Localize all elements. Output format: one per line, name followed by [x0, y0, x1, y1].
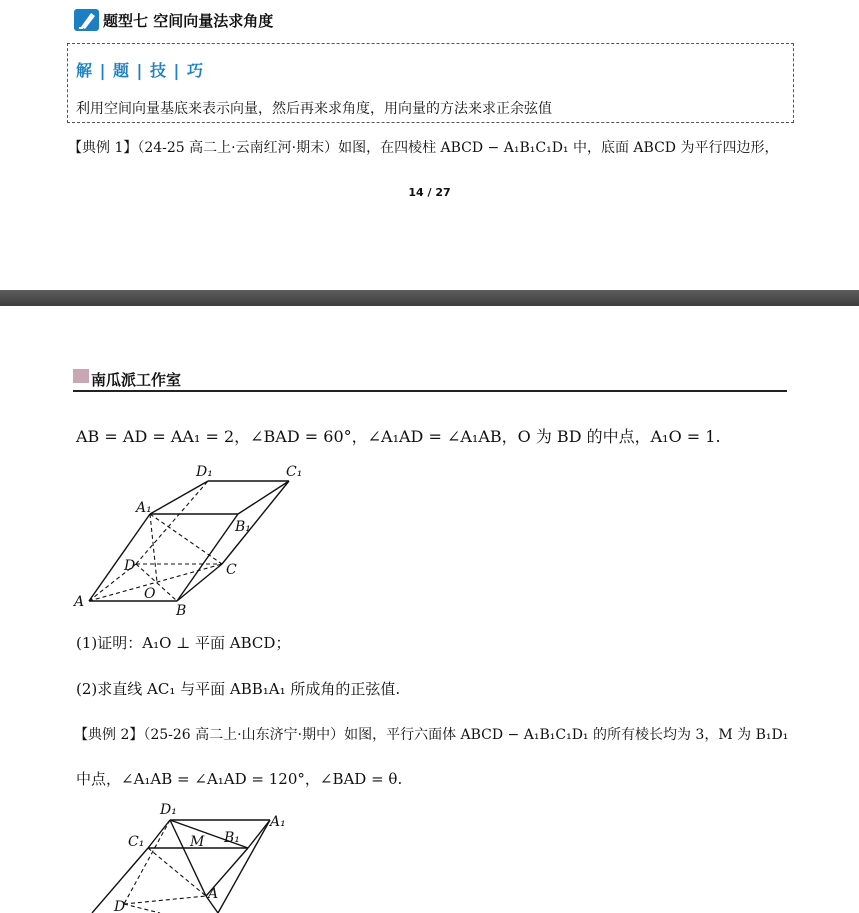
edge-A1D1	[150, 481, 208, 514]
tips-heading: 解 | 题 | 技 | 巧	[76, 61, 204, 80]
edge-B1C1	[238, 481, 289, 514]
edge-D1D	[124, 820, 170, 904]
section-logo-icon	[73, 7, 101, 33]
segment-A1O	[150, 514, 157, 582]
label-C: C	[226, 562, 237, 578]
segment-A1C	[150, 514, 222, 564]
header-title: 南瓜派工作室	[91, 371, 182, 389]
page-14	[0, 0, 859, 290]
edge-DA	[124, 896, 206, 904]
diag-AC	[89, 564, 222, 601]
label-D1: D₁	[196, 464, 213, 480]
example2-conditions: 中点，∠A₁AB = ∠A₁AD = 120°，∠BAD = θ.	[76, 770, 403, 788]
tips-text: 利用空间向量基底来表示向量，然后再来求角度，用向量的方法来求正余弦值	[76, 101, 552, 117]
header-logo-icon	[73, 369, 89, 383]
label-C1: C₁	[286, 464, 303, 480]
label-D: D	[124, 558, 136, 574]
label-A1: A₁	[270, 814, 286, 830]
label-O: O	[144, 586, 156, 602]
edge-BB1	[177, 514, 238, 601]
edge-AA1	[89, 514, 150, 601]
edge-DD1	[136, 481, 208, 564]
figure-1-prism	[60, 456, 320, 616]
example2-intro: 【典例 2】（25-26 高二上·山东济宁·期中）如图，平行六面体 ABCD − A₁B₁C₁D₁ 的所有棱长均为 3，M 为 B₁D₁	[74, 727, 789, 743]
label-M: M	[190, 834, 205, 850]
label-B: B	[176, 603, 187, 616]
example1-intro: 【典例 1】（24-25 高二上·云南红河·期末）如图，在四棱柱 ABCD − A₁B₁C₁D₁ 中，底面 ABCD 为平行四边形，	[68, 140, 779, 156]
label-A: A	[74, 594, 85, 610]
page-number: 14 / 27	[408, 186, 451, 199]
question-1: (1)证明：A₁O ⊥ 平面 ABCD；	[76, 634, 291, 652]
label-B1: B₁	[235, 519, 251, 535]
label-D: D	[114, 899, 126, 913]
label-B1: B₁	[224, 830, 240, 846]
header-rule	[73, 390, 787, 392]
edge-A1B1	[248, 820, 270, 848]
tips-box	[67, 43, 794, 123]
page-separator	[0, 290, 859, 306]
label-D1: D₁	[160, 802, 177, 818]
example1-conditions: AB = AD = AA₁ = 2，∠BAD = 60°，∠A₁AD = ∠A₁AB，O 为 BD 的中点，A₁O = 1.	[76, 427, 721, 446]
edge-D-lower	[124, 904, 160, 913]
edge-D1C1	[148, 820, 170, 848]
label-A1: A₁	[136, 500, 152, 516]
label-A: A	[208, 886, 219, 902]
segment-C1-A	[148, 848, 206, 896]
page-15	[0, 306, 859, 913]
figure-2-hexahedron	[80, 798, 310, 913]
diag-DB	[136, 564, 177, 601]
question-2: (2)求直线 AC₁ 与平面 ABB₁A₁ 所成角的正弦值.	[76, 680, 401, 698]
label-C1: C₁	[128, 834, 145, 850]
section-title: 题型七 空间向量法求角度	[103, 12, 274, 30]
